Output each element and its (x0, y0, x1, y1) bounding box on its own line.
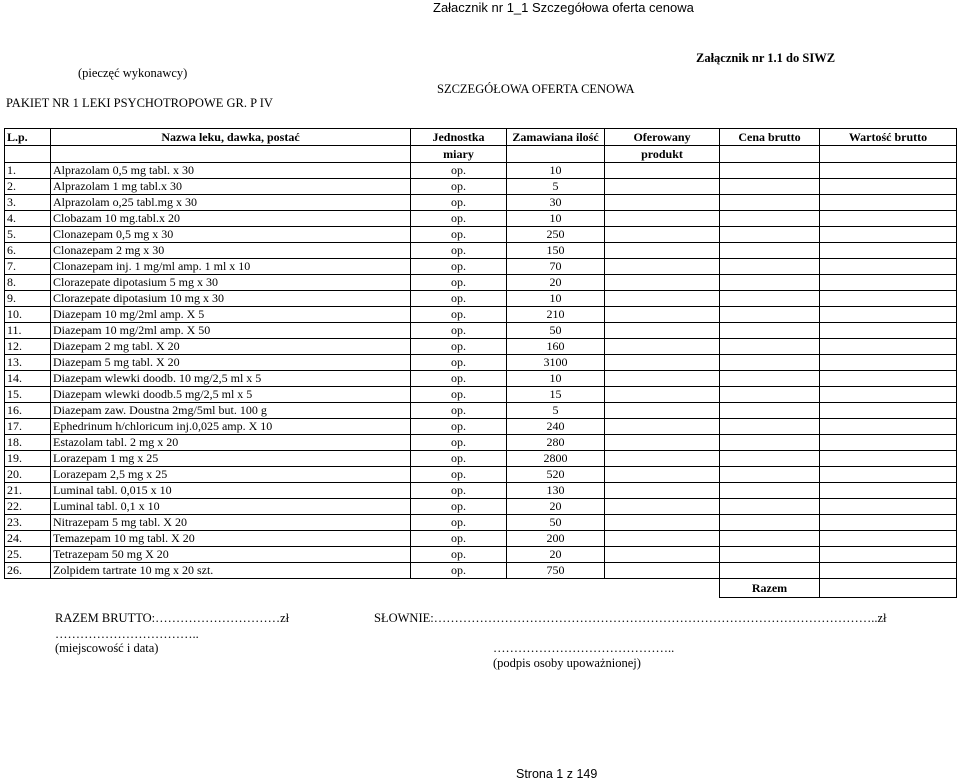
row-name: Clonazepam inj. 1 mg/ml amp. 1 ml x 10 (51, 259, 411, 275)
row-value[interactable] (820, 563, 957, 579)
header-name: Nazwa leku, dawka, postać (51, 129, 411, 146)
row-price[interactable] (720, 371, 820, 387)
table-row (5, 531, 957, 547)
row-unit: op. (411, 435, 507, 451)
row-offered-product[interactable] (605, 563, 720, 579)
row-unit: op. (411, 211, 507, 227)
row-name: Lorazepam 2,5 mg x 25 (51, 467, 411, 483)
row-offered-product[interactable] (605, 227, 720, 243)
row-name: Lorazepam 1 mg x 25 (51, 451, 411, 467)
row-price[interactable] (720, 403, 820, 419)
row-name: Alprazolam 0,5 mg tabl. x 30 (51, 163, 411, 179)
razem-brutto-line: RAZEM BRUTTO:…………………………zł (55, 611, 290, 625)
header-offered: Oferowany (605, 129, 720, 146)
header-price: Cena brutto (720, 129, 820, 146)
offer-table (4, 128, 957, 598)
table-row (5, 307, 957, 323)
row-price[interactable] (720, 179, 820, 195)
row-qty: 250 (507, 227, 605, 243)
table-row (5, 515, 957, 531)
place-label: (miejscowość i data) (55, 641, 159, 655)
header-unit: Jednostka (411, 129, 507, 146)
row-lp: 10. (5, 307, 51, 323)
row-qty: 750 (507, 563, 605, 579)
row-unit: op. (411, 323, 507, 339)
table-row (5, 403, 957, 419)
row-qty: 5 (507, 179, 605, 195)
row-offered-product[interactable] (605, 291, 720, 307)
row-name: Luminal tabl. 0,1 x 10 (51, 499, 411, 515)
total-row (5, 579, 957, 598)
table-row (5, 179, 957, 195)
table-row (5, 467, 957, 483)
header-offered-2: produkt (605, 146, 720, 163)
row-price[interactable] (720, 211, 820, 227)
row-name: Estazolam tabl. 2 mg x 20 (51, 435, 411, 451)
row-name: Diazepam wlewki doodb. 10 mg/2,5 ml x 5 (51, 371, 411, 387)
row-lp: 24. (5, 531, 51, 547)
table-row (5, 323, 957, 339)
table-row (5, 387, 957, 403)
total-label: Razem (720, 579, 820, 598)
table-row (5, 275, 957, 291)
slownie-line: SŁOWNIE:……………………………………………………………………………………………..zł (374, 611, 887, 625)
header-qty: Zamawiana ilość (507, 129, 605, 146)
page-header: Załacznik nr 1_1 Szczegółowa oferta cenowa (433, 0, 694, 15)
row-offered-product[interactable] (605, 435, 720, 451)
table-row (5, 371, 957, 387)
row-price[interactable] (720, 355, 820, 371)
row-name: Diazepam wlewki doodb.5 mg/2,5 ml x 5 (51, 387, 411, 403)
row-unit: op. (411, 195, 507, 211)
row-offered-product[interactable] (605, 547, 720, 563)
row-name: Clonazepam 2 mg x 30 (51, 243, 411, 259)
row-value[interactable] (820, 403, 957, 419)
row-lp: 2. (5, 179, 51, 195)
package-label: PAKIET NR 1 LEKI PSYCHOTROPOWE GR. P IV (6, 96, 273, 110)
row-offered-product[interactable] (605, 323, 720, 339)
table-row (5, 435, 957, 451)
row-price[interactable] (720, 563, 820, 579)
row-value[interactable] (820, 163, 957, 179)
row-unit: op. (411, 563, 507, 579)
row-offered-product[interactable] (605, 387, 720, 403)
table-row (5, 243, 957, 259)
row-offered-product[interactable] (605, 419, 720, 435)
table-body (5, 163, 957, 579)
row-offered-product[interactable] (605, 467, 720, 483)
row-qty: 10 (507, 211, 605, 227)
row-name: Nitrazepam 5 mg tabl. X 20 (51, 515, 411, 531)
row-qty: 240 (507, 419, 605, 435)
row-lp: 1. (5, 163, 51, 179)
row-qty: 50 (507, 323, 605, 339)
table-row (5, 483, 957, 499)
row-lp: 23. (5, 515, 51, 531)
row-value[interactable] (820, 419, 957, 435)
page-number: Strona 1 z 149 (516, 767, 598, 781)
row-qty: 2800 (507, 451, 605, 467)
row-unit: op. (411, 275, 507, 291)
row-qty: 50 (507, 515, 605, 531)
row-price[interactable] (720, 323, 820, 339)
row-offered-product[interactable] (605, 179, 720, 195)
row-price[interactable] (720, 515, 820, 531)
row-value[interactable] (820, 275, 957, 291)
row-price[interactable] (720, 467, 820, 483)
row-price[interactable] (720, 243, 820, 259)
row-unit: op. (411, 419, 507, 435)
row-value[interactable] (820, 259, 957, 275)
row-unit: op. (411, 515, 507, 531)
row-name: Zolpidem tartrate 10 mg x 20 szt. (51, 563, 411, 579)
row-qty: 160 (507, 339, 605, 355)
row-unit: op. (411, 483, 507, 499)
row-offered-product[interactable] (605, 275, 720, 291)
offer-title: SZCZEGÓŁOWA OFERTA CENOWA (437, 82, 635, 96)
row-price[interactable] (720, 227, 820, 243)
row-value[interactable] (820, 243, 957, 259)
place-dots: …………………………….. (55, 627, 199, 641)
row-price[interactable] (720, 435, 820, 451)
row-unit: op. (411, 179, 507, 195)
row-value[interactable] (820, 339, 957, 355)
row-price[interactable] (720, 419, 820, 435)
row-name: Clobazam 10 mg.tabl.x 20 (51, 211, 411, 227)
row-lp: 9. (5, 291, 51, 307)
table-row (5, 451, 957, 467)
row-price[interactable] (720, 387, 820, 403)
row-unit: op. (411, 531, 507, 547)
header-lp: L.p. (5, 129, 51, 146)
header-unit-2: miary (411, 146, 507, 163)
row-qty: 3100 (507, 355, 605, 371)
row-qty: 210 (507, 307, 605, 323)
row-offered-product[interactable] (605, 483, 720, 499)
row-price[interactable] (720, 163, 820, 179)
attachment-label: Załącznik nr 1.1 do SIWZ (696, 51, 836, 65)
row-qty: 10 (507, 291, 605, 307)
header-value: Wartość brutto (820, 129, 957, 146)
table-row (5, 259, 957, 275)
table-row (5, 291, 957, 307)
row-unit: op. (411, 355, 507, 371)
row-value[interactable] (820, 531, 957, 547)
row-qty: 280 (507, 435, 605, 451)
row-qty: 200 (507, 531, 605, 547)
row-name: Diazepam 10 mg/2ml amp. X 5 (51, 307, 411, 323)
row-qty: 130 (507, 483, 605, 499)
row-qty: 20 (507, 275, 605, 291)
row-unit: op. (411, 291, 507, 307)
row-lp: 8. (5, 275, 51, 291)
row-offered-product[interactable] (605, 355, 720, 371)
row-qty: 10 (507, 371, 605, 387)
row-unit: op. (411, 259, 507, 275)
row-lp: 13. (5, 355, 51, 371)
row-lp: 5. (5, 227, 51, 243)
row-offered-product[interactable] (605, 195, 720, 211)
row-value[interactable] (820, 467, 957, 483)
row-qty: 70 (507, 259, 605, 275)
row-lp: 3. (5, 195, 51, 211)
table-row (5, 339, 957, 355)
row-offered-product[interactable] (605, 259, 720, 275)
row-unit: op. (411, 243, 507, 259)
row-lp: 20. (5, 467, 51, 483)
row-qty: 20 (507, 547, 605, 563)
row-name: Alprazolam o,25 tabl.mg x 30 (51, 195, 411, 211)
row-lp: 21. (5, 483, 51, 499)
row-lp: 26. (5, 563, 51, 579)
row-offered-product[interactable] (605, 371, 720, 387)
row-lp: 25. (5, 547, 51, 563)
row-value[interactable] (820, 355, 957, 371)
row-price[interactable] (720, 195, 820, 211)
row-value[interactable] (820, 499, 957, 515)
row-offered-product[interactable] (605, 243, 720, 259)
row-value[interactable] (820, 451, 957, 467)
table-row (5, 563, 957, 579)
row-value[interactable] (820, 387, 957, 403)
row-offered-product[interactable] (605, 339, 720, 355)
row-value[interactable] (820, 547, 957, 563)
row-lp: 11. (5, 323, 51, 339)
row-lp: 6. (5, 243, 51, 259)
row-value[interactable] (820, 435, 957, 451)
row-qty: 520 (507, 467, 605, 483)
row-offered-product[interactable] (605, 307, 720, 323)
row-unit: op. (411, 339, 507, 355)
table-row (5, 547, 957, 563)
row-name: Tetrazepam 50 mg X 20 (51, 547, 411, 563)
row-unit: op. (411, 467, 507, 483)
row-unit: op. (411, 451, 507, 467)
row-offered-product[interactable] (605, 403, 720, 419)
row-name: Alprazolam 1 mg tabl.x 30 (51, 179, 411, 195)
row-offered-product[interactable] (605, 451, 720, 467)
stamp-label: (pieczęć wykonawcy) (78, 66, 188, 80)
row-name: Diazepam 10 mg/2ml amp. X 50 (51, 323, 411, 339)
row-offered-product[interactable] (605, 531, 720, 547)
row-unit: op. (411, 403, 507, 419)
row-lp: 18. (5, 435, 51, 451)
row-name: Ephedrinum h/chloricum inj.0,025 amp. X 10 (51, 419, 411, 435)
row-value[interactable] (820, 323, 957, 339)
row-price[interactable] (720, 307, 820, 323)
row-name: Diazepam zaw. Doustna 2mg/5ml but. 100 g (51, 403, 411, 419)
row-name: Clonazepam 0,5 mg x 30 (51, 227, 411, 243)
total-value-cell[interactable] (820, 579, 957, 598)
row-price[interactable] (720, 291, 820, 307)
row-lp: 16. (5, 403, 51, 419)
signature-label: (podpis osoby upoważnionej) (493, 656, 641, 670)
row-value[interactable] (820, 179, 957, 195)
row-lp: 15. (5, 387, 51, 403)
row-qty: 20 (507, 499, 605, 515)
row-unit: op. (411, 307, 507, 323)
row-name: Clorazepate dipotasium 5 mg x 30 (51, 275, 411, 291)
row-unit: op. (411, 371, 507, 387)
row-unit: op. (411, 227, 507, 243)
row-qty: 150 (507, 243, 605, 259)
row-offered-product[interactable] (605, 499, 720, 515)
table-row (5, 499, 957, 515)
row-lp: 19. (5, 451, 51, 467)
row-price[interactable] (720, 483, 820, 499)
row-name: Diazepam 2 mg tabl. X 20 (51, 339, 411, 355)
row-qty: 15 (507, 387, 605, 403)
row-lp: 22. (5, 499, 51, 515)
row-qty: 5 (507, 403, 605, 419)
row-value[interactable] (820, 291, 957, 307)
row-name: Diazepam 5 mg tabl. X 20 (51, 355, 411, 371)
row-price[interactable] (720, 339, 820, 355)
row-lp: 17. (5, 419, 51, 435)
row-value[interactable] (820, 371, 957, 387)
table-row (5, 355, 957, 371)
table-row (5, 163, 957, 179)
row-value[interactable] (820, 483, 957, 499)
signature-dots: …………………………………….. (493, 641, 675, 655)
row-qty: 30 (507, 195, 605, 211)
table-row (5, 227, 957, 243)
row-value[interactable] (820, 195, 957, 211)
row-name: Luminal tabl. 0,015 x 10 (51, 483, 411, 499)
row-price[interactable] (720, 451, 820, 467)
row-price[interactable] (720, 499, 820, 515)
row-price[interactable] (720, 531, 820, 547)
row-value[interactable] (820, 515, 957, 531)
table-row (5, 419, 957, 435)
row-offered-product[interactable] (605, 515, 720, 531)
row-lp: 12. (5, 339, 51, 355)
row-lp: 7. (5, 259, 51, 275)
row-lp: 4. (5, 211, 51, 227)
row-value[interactable] (820, 211, 957, 227)
row-price[interactable] (720, 259, 820, 275)
row-name: Temazepam 10 mg tabl. X 20 (51, 531, 411, 547)
row-price[interactable] (720, 275, 820, 291)
row-value[interactable] (820, 307, 957, 323)
table-row (5, 195, 957, 211)
row-unit: op. (411, 547, 507, 563)
row-value[interactable] (820, 227, 957, 243)
row-qty: 10 (507, 163, 605, 179)
row-name: Clorazepate dipotasium 10 mg x 30 (51, 291, 411, 307)
row-unit: op. (411, 387, 507, 403)
row-price[interactable] (720, 547, 820, 563)
row-offered-product[interactable] (605, 211, 720, 227)
row-unit: op. (411, 499, 507, 515)
row-lp: 14. (5, 371, 51, 387)
row-offered-product[interactable] (605, 163, 720, 179)
table-row (5, 211, 957, 227)
row-unit: op. (411, 163, 507, 179)
